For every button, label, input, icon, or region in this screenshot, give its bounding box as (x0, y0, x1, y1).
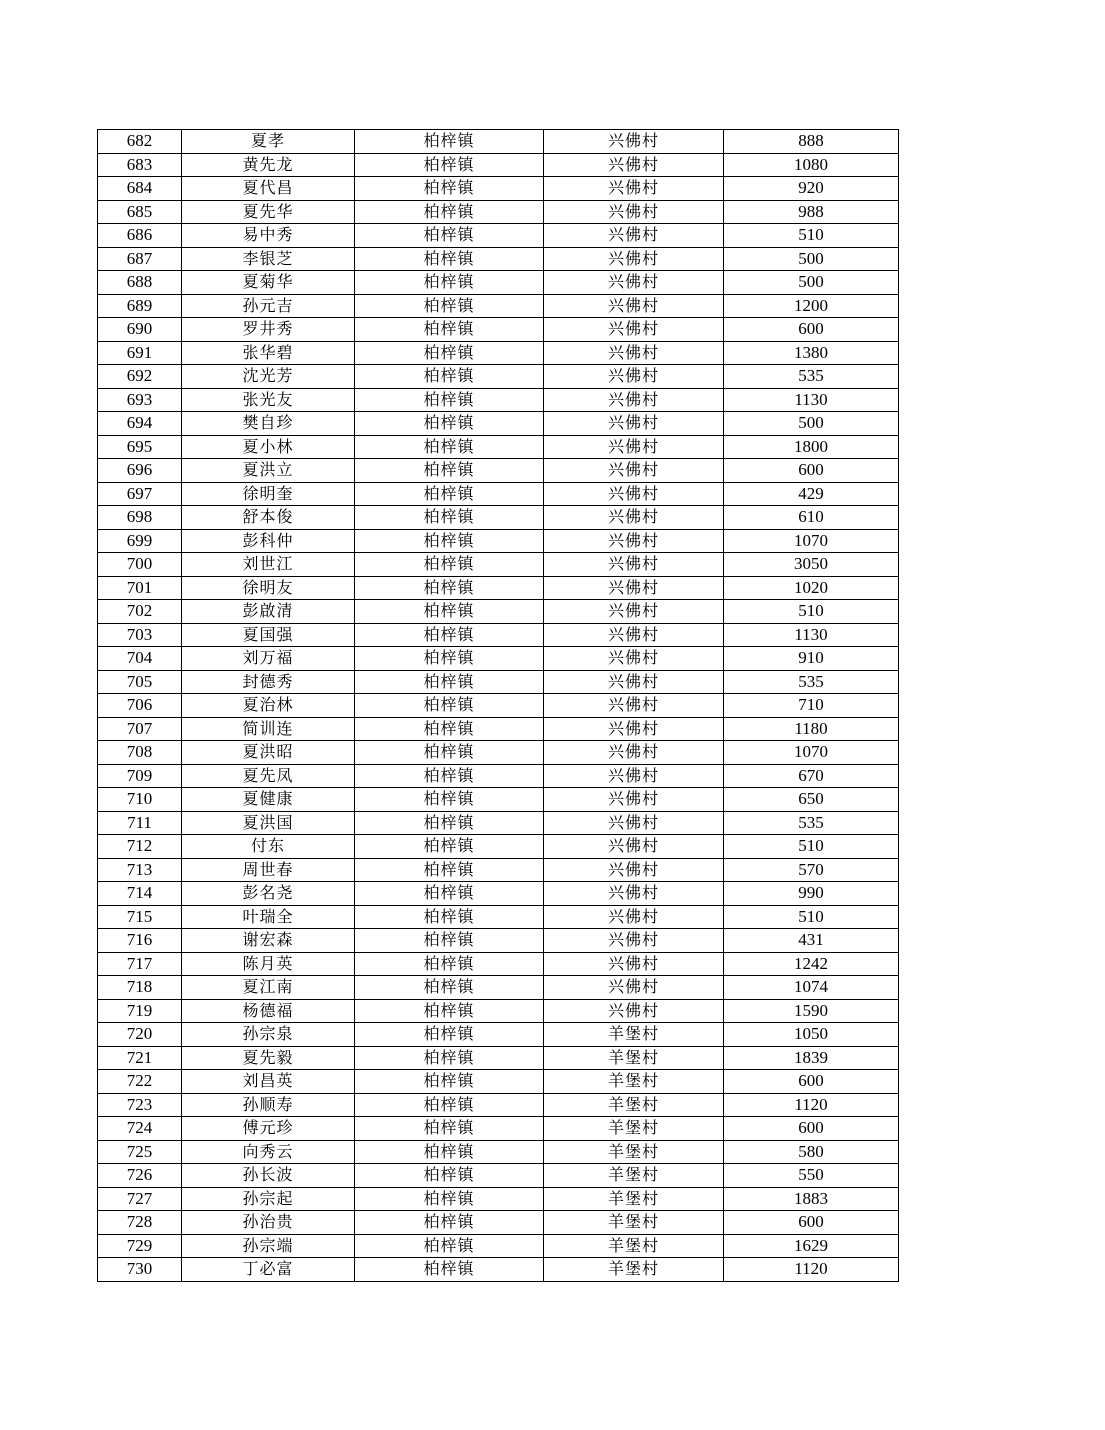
name-cell: 夏国强 (182, 623, 355, 647)
amount-cell: 670 (724, 764, 899, 788)
town-cell: 柏梓镇 (355, 506, 544, 530)
row-number-cell: 683 (98, 153, 182, 177)
row-number-cell: 698 (98, 506, 182, 530)
name-cell: 孙治贵 (182, 1211, 355, 1235)
table-row (98, 1046, 899, 1070)
town-cell: 柏梓镇 (355, 388, 544, 412)
town-cell: 柏梓镇 (355, 294, 544, 318)
row-number-cell: 730 (98, 1258, 182, 1282)
table-row (98, 459, 899, 483)
town-cell: 柏梓镇 (355, 647, 544, 671)
amount-cell: 600 (724, 1070, 899, 1094)
amount-cell: 429 (724, 482, 899, 506)
village-cell: 羊堡村 (544, 1187, 724, 1211)
amount-cell: 1242 (724, 952, 899, 976)
town-cell: 柏梓镇 (355, 1211, 544, 1235)
amount-cell: 988 (724, 200, 899, 224)
amount-cell: 710 (724, 694, 899, 718)
table-row (98, 1211, 899, 1235)
name-cell: 易中秀 (182, 224, 355, 248)
name-cell: 夏江南 (182, 976, 355, 1000)
table-row (98, 576, 899, 600)
name-cell: 张光友 (182, 388, 355, 412)
roster-table (97, 129, 899, 1282)
amount-cell: 1800 (724, 435, 899, 459)
name-cell: 封德秀 (182, 670, 355, 694)
village-cell: 兴佛村 (544, 271, 724, 295)
amount-cell: 535 (724, 365, 899, 389)
town-cell: 柏梓镇 (355, 764, 544, 788)
town-cell: 柏梓镇 (355, 811, 544, 835)
amount-cell: 500 (724, 247, 899, 271)
name-cell: 夏孝 (182, 130, 355, 154)
amount-cell: 1074 (724, 976, 899, 1000)
name-cell: 夏小林 (182, 435, 355, 459)
village-cell: 兴佛村 (544, 200, 724, 224)
table-row (98, 623, 899, 647)
amount-cell: 535 (724, 670, 899, 694)
village-cell: 兴佛村 (544, 341, 724, 365)
village-cell: 兴佛村 (544, 529, 724, 553)
row-number-cell: 708 (98, 741, 182, 765)
row-number-cell: 709 (98, 764, 182, 788)
table-row (98, 482, 899, 506)
table-row (98, 318, 899, 342)
amount-cell: 1050 (724, 1023, 899, 1047)
name-cell: 夏菊华 (182, 271, 355, 295)
table-row (98, 882, 899, 906)
village-cell: 兴佛村 (544, 670, 724, 694)
table-row (98, 1117, 899, 1141)
table-row (98, 341, 899, 365)
village-cell: 兴佛村 (544, 388, 724, 412)
amount-cell: 1200 (724, 294, 899, 318)
amount-cell: 600 (724, 318, 899, 342)
village-cell: 兴佛村 (544, 694, 724, 718)
amount-cell: 888 (724, 130, 899, 154)
table-row (98, 1070, 899, 1094)
table-row (98, 506, 899, 530)
name-cell: 夏洪国 (182, 811, 355, 835)
amount-cell: 570 (724, 858, 899, 882)
row-number-cell: 682 (98, 130, 182, 154)
town-cell: 柏梓镇 (355, 1164, 544, 1188)
amount-cell: 1080 (724, 153, 899, 177)
town-cell: 柏梓镇 (355, 459, 544, 483)
name-cell: 夏先凤 (182, 764, 355, 788)
name-cell: 杨德福 (182, 999, 355, 1023)
village-cell: 兴佛村 (544, 318, 724, 342)
table-row (98, 1258, 899, 1282)
table-row (98, 764, 899, 788)
town-cell: 柏梓镇 (355, 1187, 544, 1211)
amount-cell: 990 (724, 882, 899, 906)
village-cell: 羊堡村 (544, 1046, 724, 1070)
row-number-cell: 697 (98, 482, 182, 506)
village-cell: 羊堡村 (544, 1070, 724, 1094)
row-number-cell: 715 (98, 905, 182, 929)
amount-cell: 510 (724, 905, 899, 929)
village-cell: 兴佛村 (544, 952, 724, 976)
town-cell: 柏梓镇 (355, 341, 544, 365)
amount-cell: 610 (724, 506, 899, 530)
name-cell: 夏先毅 (182, 1046, 355, 1070)
name-cell: 付东 (182, 835, 355, 859)
name-cell: 简训连 (182, 717, 355, 741)
town-cell: 柏梓镇 (355, 600, 544, 624)
table-row (98, 811, 899, 835)
town-cell: 柏梓镇 (355, 271, 544, 295)
village-cell: 兴佛村 (544, 294, 724, 318)
village-cell: 兴佛村 (544, 764, 724, 788)
name-cell: 黄先龙 (182, 153, 355, 177)
town-cell: 柏梓镇 (355, 670, 544, 694)
town-cell: 柏梓镇 (355, 1117, 544, 1141)
table-row (98, 365, 899, 389)
amount-cell: 600 (724, 459, 899, 483)
amount-cell: 535 (724, 811, 899, 835)
table-row (98, 905, 899, 929)
name-cell: 向秀云 (182, 1140, 355, 1164)
town-cell: 柏梓镇 (355, 1070, 544, 1094)
amount-cell: 500 (724, 412, 899, 436)
table-row (98, 647, 899, 671)
village-cell: 兴佛村 (544, 412, 724, 436)
row-number-cell: 688 (98, 271, 182, 295)
name-cell: 刘昌英 (182, 1070, 355, 1094)
village-cell: 羊堡村 (544, 1164, 724, 1188)
name-cell: 刘万福 (182, 647, 355, 671)
amount-cell: 1629 (724, 1234, 899, 1258)
table-row (98, 247, 899, 271)
town-cell: 柏梓镇 (355, 153, 544, 177)
town-cell: 柏梓镇 (355, 835, 544, 859)
amount-cell: 3050 (724, 553, 899, 577)
table-row (98, 1140, 899, 1164)
name-cell: 孙元吉 (182, 294, 355, 318)
row-number-cell: 692 (98, 365, 182, 389)
row-number-cell: 695 (98, 435, 182, 459)
amount-cell: 1130 (724, 623, 899, 647)
name-cell: 徐明友 (182, 576, 355, 600)
village-cell: 兴佛村 (544, 647, 724, 671)
amount-cell: 1070 (724, 529, 899, 553)
name-cell: 沈光芳 (182, 365, 355, 389)
amount-cell: 1883 (724, 1187, 899, 1211)
row-number-cell: 707 (98, 717, 182, 741)
name-cell: 徐明奎 (182, 482, 355, 506)
row-number-cell: 728 (98, 1211, 182, 1235)
row-number-cell: 725 (98, 1140, 182, 1164)
town-cell: 柏梓镇 (355, 553, 544, 577)
village-cell: 兴佛村 (544, 788, 724, 812)
amount-cell: 920 (724, 177, 899, 201)
village-cell: 兴佛村 (544, 811, 724, 835)
row-number-cell: 720 (98, 1023, 182, 1047)
amount-cell: 1120 (724, 1093, 899, 1117)
name-cell: 夏治林 (182, 694, 355, 718)
row-number-cell: 684 (98, 177, 182, 201)
name-cell: 傅元珍 (182, 1117, 355, 1141)
amount-cell: 500 (724, 271, 899, 295)
town-cell: 柏梓镇 (355, 318, 544, 342)
village-cell: 兴佛村 (544, 717, 724, 741)
table-row (98, 529, 899, 553)
town-cell: 柏梓镇 (355, 1140, 544, 1164)
name-cell: 叶瑞全 (182, 905, 355, 929)
table-row (98, 929, 899, 953)
village-cell: 兴佛村 (544, 905, 724, 929)
village-cell: 羊堡村 (544, 1023, 724, 1047)
town-cell: 柏梓镇 (355, 130, 544, 154)
town-cell: 柏梓镇 (355, 1258, 544, 1282)
row-number-cell: 685 (98, 200, 182, 224)
table-row (98, 294, 899, 318)
table-row (98, 741, 899, 765)
table-row (98, 1234, 899, 1258)
town-cell: 柏梓镇 (355, 999, 544, 1023)
name-cell: 丁必富 (182, 1258, 355, 1282)
village-cell: 羊堡村 (544, 1234, 724, 1258)
village-cell: 羊堡村 (544, 1140, 724, 1164)
amount-cell: 510 (724, 600, 899, 624)
table-row (98, 388, 899, 412)
town-cell: 柏梓镇 (355, 412, 544, 436)
row-number-cell: 705 (98, 670, 182, 694)
amount-cell: 600 (724, 1117, 899, 1141)
row-number-cell: 723 (98, 1093, 182, 1117)
table-row (98, 717, 899, 741)
town-cell: 柏梓镇 (355, 905, 544, 929)
village-cell: 兴佛村 (544, 741, 724, 765)
table-row (98, 435, 899, 459)
row-number-cell: 687 (98, 247, 182, 271)
row-number-cell: 714 (98, 882, 182, 906)
row-number-cell: 696 (98, 459, 182, 483)
table-row (98, 788, 899, 812)
town-cell: 柏梓镇 (355, 1046, 544, 1070)
amount-cell: 1839 (724, 1046, 899, 1070)
table-row (98, 858, 899, 882)
table-row (98, 200, 899, 224)
table-row (98, 952, 899, 976)
name-cell: 彭啟清 (182, 600, 355, 624)
row-number-cell: 701 (98, 576, 182, 600)
row-number-cell: 711 (98, 811, 182, 835)
town-cell: 柏梓镇 (355, 200, 544, 224)
row-number-cell: 729 (98, 1234, 182, 1258)
town-cell: 柏梓镇 (355, 858, 544, 882)
name-cell: 夏健康 (182, 788, 355, 812)
town-cell: 柏梓镇 (355, 741, 544, 765)
name-cell: 刘世江 (182, 553, 355, 577)
table-row (98, 1187, 899, 1211)
town-cell: 柏梓镇 (355, 365, 544, 389)
village-cell: 兴佛村 (544, 882, 724, 906)
village-cell: 羊堡村 (544, 1211, 724, 1235)
name-cell: 彭名尧 (182, 882, 355, 906)
table-row (98, 600, 899, 624)
village-cell: 羊堡村 (544, 1117, 724, 1141)
table-row (98, 1023, 899, 1047)
row-number-cell: 693 (98, 388, 182, 412)
village-cell: 兴佛村 (544, 224, 724, 248)
amount-cell: 1180 (724, 717, 899, 741)
name-cell: 孙宗端 (182, 1234, 355, 1258)
town-cell: 柏梓镇 (355, 482, 544, 506)
village-cell: 兴佛村 (544, 976, 724, 1000)
town-cell: 柏梓镇 (355, 976, 544, 1000)
village-cell: 兴佛村 (544, 553, 724, 577)
town-cell: 柏梓镇 (355, 224, 544, 248)
amount-cell: 510 (724, 224, 899, 248)
amount-cell: 600 (724, 1211, 899, 1235)
amount-cell: 650 (724, 788, 899, 812)
village-cell: 兴佛村 (544, 482, 724, 506)
row-number-cell: 700 (98, 553, 182, 577)
town-cell: 柏梓镇 (355, 247, 544, 271)
row-number-cell: 712 (98, 835, 182, 859)
town-cell: 柏梓镇 (355, 435, 544, 459)
town-cell: 柏梓镇 (355, 1093, 544, 1117)
table-row (98, 177, 899, 201)
town-cell: 柏梓镇 (355, 929, 544, 953)
table-row (98, 1164, 899, 1188)
amount-cell: 910 (724, 647, 899, 671)
row-number-cell: 690 (98, 318, 182, 342)
village-cell: 兴佛村 (544, 623, 724, 647)
village-cell: 兴佛村 (544, 435, 724, 459)
row-number-cell: 721 (98, 1046, 182, 1070)
town-cell: 柏梓镇 (355, 717, 544, 741)
amount-cell: 1120 (724, 1258, 899, 1282)
name-cell: 孙长波 (182, 1164, 355, 1188)
village-cell: 兴佛村 (544, 999, 724, 1023)
village-cell: 兴佛村 (544, 576, 724, 600)
row-number-cell: 724 (98, 1117, 182, 1141)
amount-cell: 510 (724, 835, 899, 859)
village-cell: 兴佛村 (544, 130, 724, 154)
row-number-cell: 703 (98, 623, 182, 647)
row-number-cell: 686 (98, 224, 182, 248)
name-cell: 张华碧 (182, 341, 355, 365)
row-number-cell: 691 (98, 341, 182, 365)
name-cell: 樊自珍 (182, 412, 355, 436)
name-cell: 周世春 (182, 858, 355, 882)
table-row (98, 153, 899, 177)
row-number-cell: 694 (98, 412, 182, 436)
row-number-cell: 719 (98, 999, 182, 1023)
table-row (98, 412, 899, 436)
roster-table-body (98, 130, 899, 1282)
town-cell: 柏梓镇 (355, 177, 544, 201)
row-number-cell: 704 (98, 647, 182, 671)
amount-cell: 431 (724, 929, 899, 953)
village-cell: 兴佛村 (544, 929, 724, 953)
row-number-cell: 718 (98, 976, 182, 1000)
town-cell: 柏梓镇 (355, 576, 544, 600)
village-cell: 兴佛村 (544, 459, 724, 483)
village-cell: 兴佛村 (544, 247, 724, 271)
name-cell: 夏代昌 (182, 177, 355, 201)
table-row (98, 271, 899, 295)
village-cell: 兴佛村 (544, 365, 724, 389)
village-cell: 兴佛村 (544, 858, 724, 882)
row-number-cell: 716 (98, 929, 182, 953)
table-row (98, 224, 899, 248)
table-row (98, 1093, 899, 1117)
village-cell: 兴佛村 (544, 153, 724, 177)
row-number-cell: 710 (98, 788, 182, 812)
row-number-cell: 726 (98, 1164, 182, 1188)
amount-cell: 1130 (724, 388, 899, 412)
row-number-cell: 727 (98, 1187, 182, 1211)
name-cell: 罗井秀 (182, 318, 355, 342)
town-cell: 柏梓镇 (355, 788, 544, 812)
name-cell: 陈月英 (182, 952, 355, 976)
row-number-cell: 722 (98, 1070, 182, 1094)
town-cell: 柏梓镇 (355, 1234, 544, 1258)
table-row (98, 999, 899, 1023)
village-cell: 羊堡村 (544, 1093, 724, 1117)
village-cell: 兴佛村 (544, 506, 724, 530)
amount-cell: 1020 (724, 576, 899, 600)
name-cell: 谢宏森 (182, 929, 355, 953)
amount-cell: 550 (724, 1164, 899, 1188)
table-row (98, 130, 899, 154)
village-cell: 兴佛村 (544, 600, 724, 624)
town-cell: 柏梓镇 (355, 694, 544, 718)
row-number-cell: 706 (98, 694, 182, 718)
name-cell: 夏先华 (182, 200, 355, 224)
row-number-cell: 689 (98, 294, 182, 318)
name-cell: 夏洪立 (182, 459, 355, 483)
amount-cell: 1070 (724, 741, 899, 765)
amount-cell: 1380 (724, 341, 899, 365)
name-cell: 舒本俊 (182, 506, 355, 530)
name-cell: 孙宗起 (182, 1187, 355, 1211)
village-cell: 兴佛村 (544, 177, 724, 201)
row-number-cell: 702 (98, 600, 182, 624)
town-cell: 柏梓镇 (355, 529, 544, 553)
village-cell: 羊堡村 (544, 1258, 724, 1282)
village-cell: 兴佛村 (544, 835, 724, 859)
name-cell: 彭科仲 (182, 529, 355, 553)
town-cell: 柏梓镇 (355, 623, 544, 647)
row-number-cell: 717 (98, 952, 182, 976)
table-row (98, 694, 899, 718)
name-cell: 孙宗泉 (182, 1023, 355, 1047)
town-cell: 柏梓镇 (355, 1023, 544, 1047)
table-row (98, 835, 899, 859)
town-cell: 柏梓镇 (355, 882, 544, 906)
name-cell: 李银芝 (182, 247, 355, 271)
name-cell: 孙顺寿 (182, 1093, 355, 1117)
amount-cell: 1590 (724, 999, 899, 1023)
row-number-cell: 699 (98, 529, 182, 553)
table-row (98, 553, 899, 577)
town-cell: 柏梓镇 (355, 952, 544, 976)
table-row (98, 976, 899, 1000)
table-row (98, 670, 899, 694)
row-number-cell: 713 (98, 858, 182, 882)
name-cell: 夏洪昭 (182, 741, 355, 765)
amount-cell: 580 (724, 1140, 899, 1164)
